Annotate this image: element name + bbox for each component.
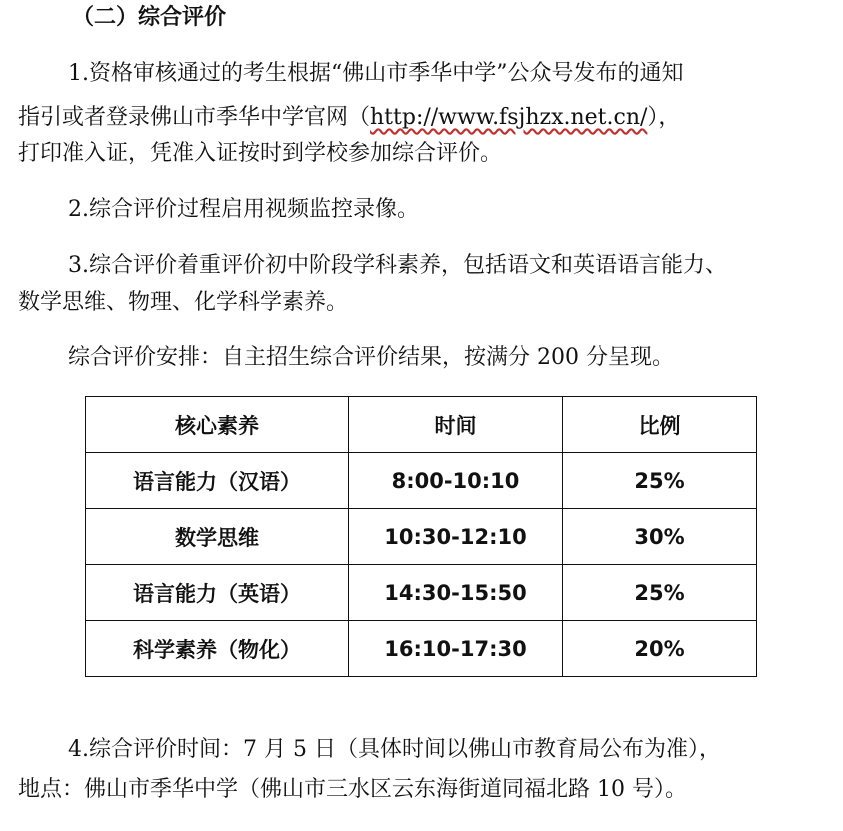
para1-line2 [18,104,680,132]
table-row [86,621,757,677]
table-row [86,453,757,509]
table-row [86,565,757,621]
cell-time: 8:00-10:10 [349,453,563,509]
para1-line3: 打印准入证，凭准入证按时到学校参加综合评价。 [18,141,503,166]
header-core-literacy: 核心素养 [86,397,349,453]
cell-time: 10:30-12:10 [349,509,563,565]
cell-subject: 语言能力（英语） [86,565,349,621]
para4-line1: 4.综合评价时间：7 月 5 日（具体时间以佛山市教育局公布为准）， [68,737,721,762]
cell-time: 14:30-15:50 [349,565,563,621]
cell-time: 16:10-17:30 [349,621,563,677]
para1-line1: 1.资格审核通过的考生根据“佛山市季华中学”公众号发布的通知 [68,61,684,86]
para3-line2: 数学思维、物理、化学科学素养。 [18,290,349,315]
table-row [86,509,757,565]
header-time: 时间 [349,397,563,453]
cell-ratio: 30% [563,509,757,565]
website-link[interactable]: http://www.fsjhzx.net.cn/ [370,105,648,130]
header-ratio: 比例 [563,397,757,453]
section-heading: （二）综合评价 [72,5,227,30]
arrangement-intro: 综合评价安排：自主招生综合评价结果，按满分 200 分呈现。 [68,345,674,370]
table-header-row [86,397,757,453]
para3-line1: 3.综合评价着重评价初中阶段学科素养，包括语文和英语语言能力、 [68,253,727,278]
cell-subject: 语言能力（汉语） [86,453,349,509]
cell-ratio: 20% [563,621,757,677]
para4-line2: 地点：佛山市季华中学（佛山市三水区云东海街道同福北路 10 号）。 [18,777,687,802]
cell-ratio: 25% [563,565,757,621]
cell-subject: 数学思维 [86,509,349,565]
cell-subject: 科学素养（物化） [86,621,349,677]
para2: 2.综合评价过程启用视频监控录像。 [68,197,419,222]
para1-line2-suffix: ）， [647,105,681,130]
cell-ratio: 25% [563,453,757,509]
para1-line2-prefix: 指引或者登录佛山市季华中学官网（ [18,105,371,130]
schedule-table [85,396,757,677]
